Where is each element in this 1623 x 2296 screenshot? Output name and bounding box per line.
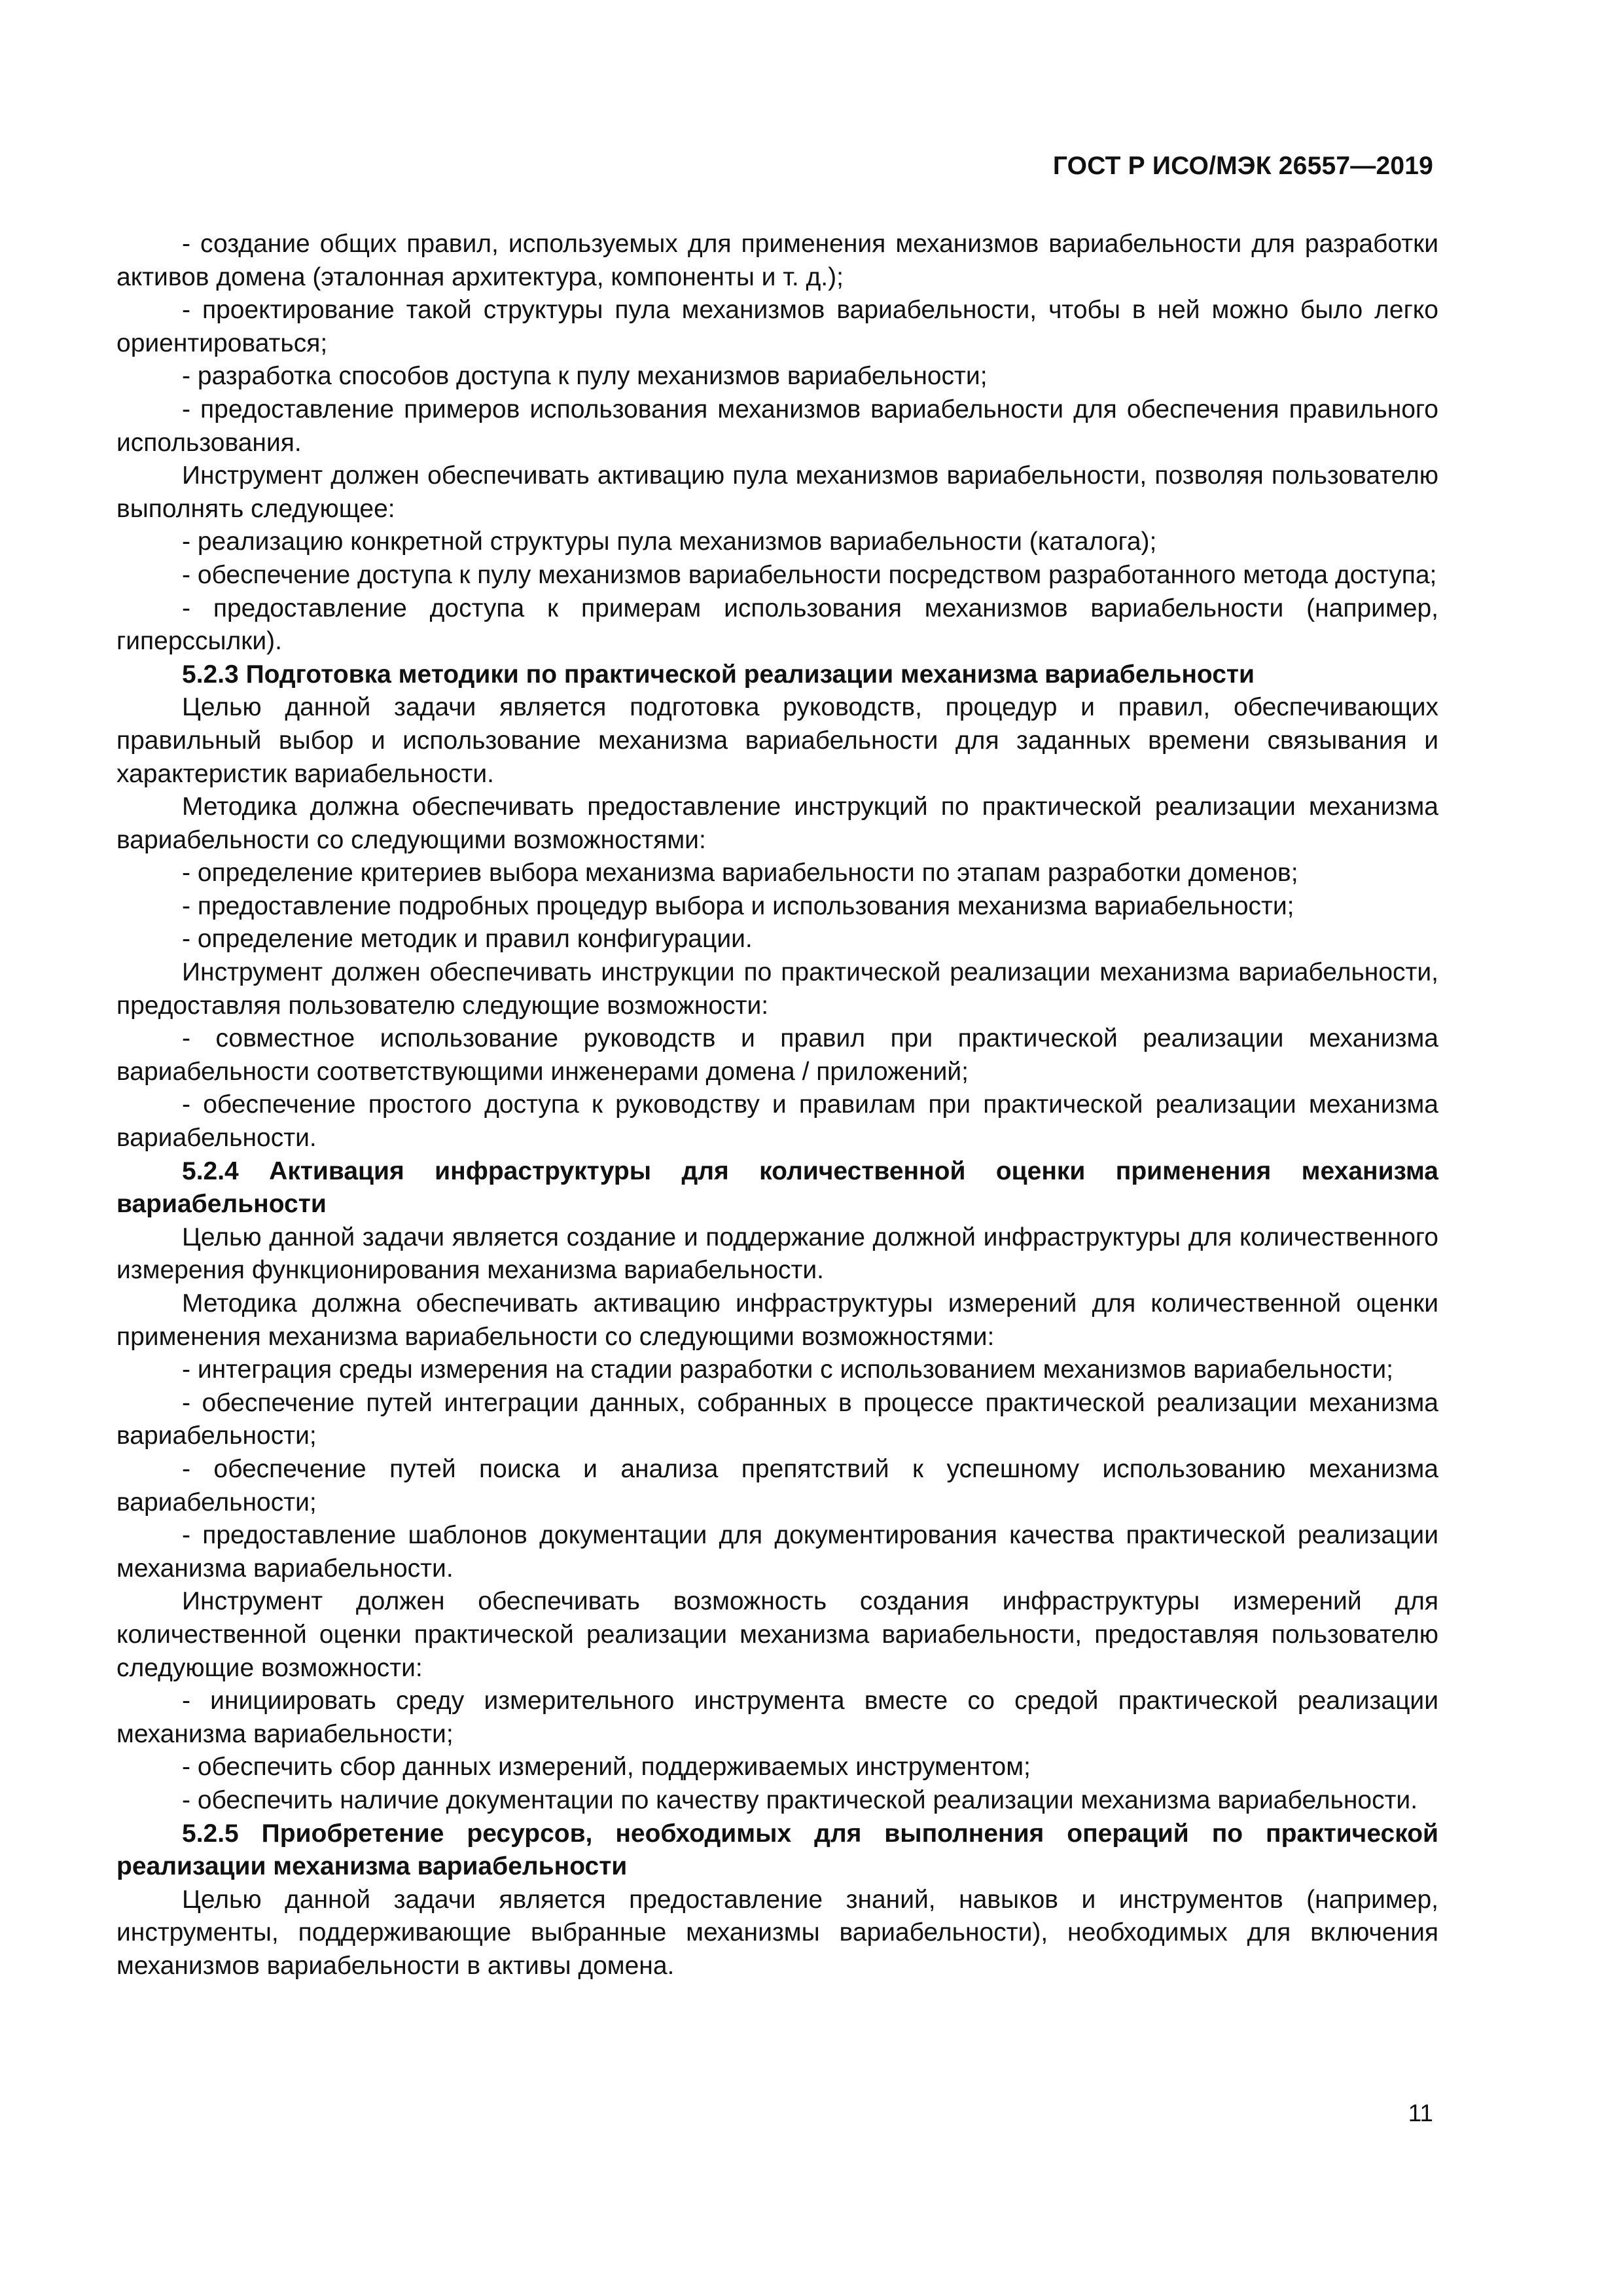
body-paragraph: Инструмент должен обеспечивать возможность создания инфраструктуры измерений для количественной оценки практической реализации механизма вариабельности, предоставляя пользователю следующие возможности: [116,1587,1438,1682]
list-item: - предоставление доступа к примерам использования механизмов вариабельности (например, гиперссылки). [116,594,1438,656]
list-item: - предоставление шаблонов документации для документирования качества практической реализации механизма вариабельности. [116,1521,1438,1583]
list-item: - определение методик и правил конфигурации. [182,925,753,954]
list-item: - интеграция среды измерения на стадии разработки с использованием механизмов вариабельности; [182,1355,1393,1384]
page-number: 11 [1408,2100,1433,2126]
body-paragraph: Методика должна обеспечивать предоставление инструкций по практической реализации механизма вариабельности со следующими возможностями: [116,793,1438,854]
list-item: - инициировать среду измерительного инструмента вместе со средой практической реализации механизма вариабельности; [116,1687,1438,1748]
list-item: - обеспечить сбор данных измерений, поддерживаемых инструментом; [182,1753,1031,1782]
section-heading-5-2-3: 5.2.3 Подготовка методики по практической реализации механизма вариабельности [182,660,1255,689]
list-item: - совместное использование руководств и правил при практической реализации механизма вариабельности соответствующими инженерами домена / приложений; [116,1024,1438,1086]
list-item: - предоставление подробных процедур выбора и использования механизма вариабельности; [182,891,1294,920]
section-heading-5-2-5: 5.2.5 Приобретение ресурсов, необходимых для выполнения операций по практической реализации механизма вариабельности [116,1819,1438,1881]
list-item: - обеспечение путей поиска и анализа препятствий к успешному использованию механизма вариабельности; [116,1454,1438,1516]
body-paragraph: Инструмент должен обеспечивать активацию пула механизмов вариабельности, позволяя пользователю выполнять следующее: [116,461,1438,523]
body-paragraph: Инструмент должен обеспечивать инструкции по практической реализации механизма вариабельности, предоставляя пользователю следующие возможности: [116,958,1438,1020]
list-item: - обеспечить наличие документации по качеству практической реализации механизма вариабельности. [182,1785,1418,1814]
body-paragraph: Целью данной задачи является подготовка руководств, процедур и правил, обеспечивающих правильный выбор и использование механизма вариабельности для заданных времени связывания и характеристик вариабельности. [116,693,1438,788]
list-item: - обеспечение путей интеграции данных, собранных в процессе практической реализации механизма вариабельности; [116,1388,1438,1450]
list-item: - обеспечение доступа к пулу механизмов вариабельности посредством разработанного метода доступа; [182,560,1437,589]
list-item: - реализацию конкретной структуры пула механизмов вариабельности (каталога); [182,528,1157,556]
list-item: - предоставление примеров использования механизмов вариабельности для обеспечения правильного использования. [116,395,1438,457]
document-body [116,228,1438,1982]
list-item: - определение критериев выбора механизма вариабельности по этапам разработки доменов; [182,859,1298,888]
body-paragraph: Методика должна обеспечивать активацию инфраструктуры измерений для количественной оценки применения механизма вариабельности со следующими возможностями: [116,1289,1438,1351]
document-code-header: ГОСТ Р ИСО/МЭК 26557—2019 [1052,152,1433,180]
list-item: - обеспечение простого доступа к руководству и правилам при практической реализации механизма вариабельности. [116,1090,1438,1153]
body-paragraph: Целью данной задачи является создание и поддержание должной инфраструктуры для количественного измерения функционирования механизма вариабельности. [116,1223,1438,1285]
list-item: - разработка способов доступа к пулу механизмов вариабельности; [182,362,988,391]
list-item: - проектирование такой структуры пула механизмов вариабельности, чтобы в ней можно было легко ориентироваться; [116,296,1438,357]
list-item: - создание общих правил, используемых для применения механизмов вариабельности для разработки активов домена (эталонная архитектура, компоненты и т. д.); [116,230,1438,291]
body-paragraph: Целью данной задачи является предоставление знаний, навыков и инструментов (например, инструменты, поддерживающие выбранные механизмы вариабельности), необходимых для включения механизмов вариабельности в активы домена. [116,1885,1438,1980]
section-heading-5-2-4: 5.2.4 Активация инфраструктуры для количественной оценки применения механизма вариабельности [116,1157,1438,1219]
